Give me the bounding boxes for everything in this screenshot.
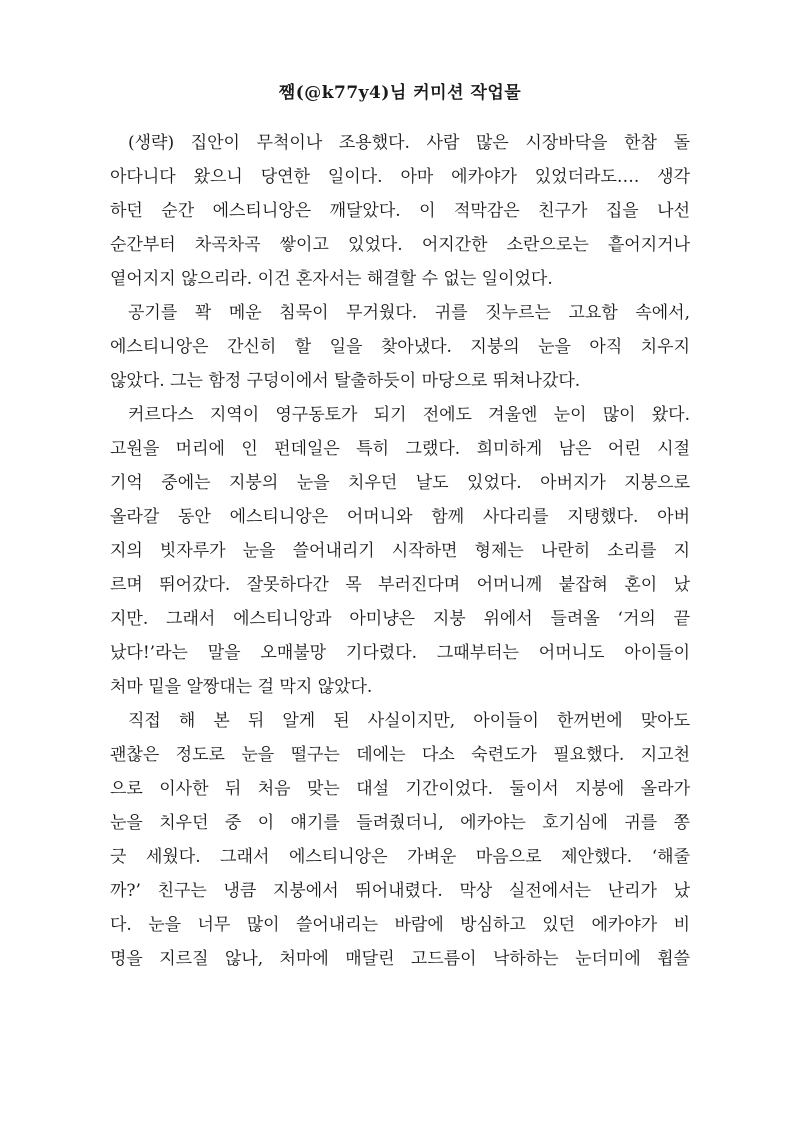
text-line: 않았다. 그는 함정 구덩이에서 탈출하듯이 마당으로 뛰쳐나갔다. xyxy=(110,371,581,391)
text-line: 공기를 꽉 메운 침묵이 무거웠다. 귀를 짓누르는 고요함 속에서, xyxy=(128,303,690,323)
text-line: 으로 이사한 뒤 처음 맞는 대설 기간이었다. 둘이서 지붕에 올라가 xyxy=(110,779,690,799)
text-line: 에스티니앙은 간신히 할 일을 찾아냈다. 지붕의 눈을 아직 치우지 xyxy=(110,337,690,357)
document-title: 쨈(@k77y4)님 커미션 작업물 xyxy=(278,83,522,103)
text-line: 커르다스 지역이 영구동토가 되기 전에도 겨울엔 눈이 많이 왔다. xyxy=(128,405,690,425)
paragraph xyxy=(110,398,690,704)
text-line: 순간부터 차곡차곡 쌓이고 있었다. 어지간한 소란으로는 흩어지거나 xyxy=(110,235,690,255)
text-line: 명을 지르질 않나, 처마에 매달린 고드름이 낙하하는 눈더미에 휩쓸 xyxy=(110,949,690,969)
text-line: 기억 중에는 지붕의 눈을 치우던 날도 있었다. 아버지가 지붕으로 xyxy=(110,473,690,493)
text-line: 직접 해 본 뒤 알게 된 사실이지만, 아이들이 한꺼번에 맞아도 xyxy=(128,711,690,731)
text-line: 까?’ 친구는 냉큼 지붕에서 뛰어내렸다. 막상 실전에서는 난리가 났 xyxy=(110,881,690,901)
text-line: 처마 밑을 알짱대는 걸 막지 않았다. xyxy=(110,677,373,697)
text-line: 아다니다 왔으니 당연한 일이다. 아마 에카야가 있었더라도…. 생각 xyxy=(110,167,690,187)
text-line: 긋 세웠다. 그래서 에스티니앙은 가벼운 마음으로 제안했다. ‘해줄 xyxy=(110,847,690,867)
text-line: 하던 순간 에스티니앙은 깨달았다. 이 적막감은 친구가 집을 나선 xyxy=(110,201,690,221)
text-line: 올라갈 동안 에스티니앙은 어머니와 함께 사다리를 지탱했다. 아버 xyxy=(110,507,690,527)
paragraph xyxy=(110,126,690,296)
text-line: 르며 뛰어갔다. 잘못하다간 목 부러진다며 어머니께 붙잡혀 혼이 났 xyxy=(110,575,690,595)
document-body xyxy=(110,126,690,976)
text-line: 다. 눈을 너무 많이 쓸어내리는 바람에 방심하고 있던 에카야가 비 xyxy=(110,915,690,935)
text-line: 지만. 그래서 에스티니앙과 아미냥은 지붕 위에서 들려올 ‘거의 끝 xyxy=(110,609,690,629)
paragraph xyxy=(110,296,690,398)
text-line: 옅어지지 않으리라. 이건 혼자서는 해결할 수 없는 일이었다. xyxy=(110,269,553,289)
text-line: 괜찮은 정도로 눈을 떨구는 데에는 다소 숙련도가 필요했다. 지고천 xyxy=(110,745,690,765)
text-line: (생략) 집안이 무척이나 조용했다. 사람 많은 시장바닥을 한참 돌 xyxy=(128,133,690,153)
text-line: 났다!’라는 말을 오매불망 기다렸다. 그때부터는 어머니도 아이들이 xyxy=(110,643,690,663)
text-line: 지의 빗자루가 눈을 쓸어내리기 시작하면 형제는 나란히 소리를 지 xyxy=(110,541,690,561)
text-line: 눈을 치우던 중 이 얘기를 들려줬더니, 에카야는 호기심에 귀를 쫑 xyxy=(110,813,690,833)
text-line: 고원을 머리에 인 펀데일은 특히 그랬다. 희미하게 남은 어린 시절 xyxy=(110,439,690,459)
paragraph xyxy=(110,704,690,976)
